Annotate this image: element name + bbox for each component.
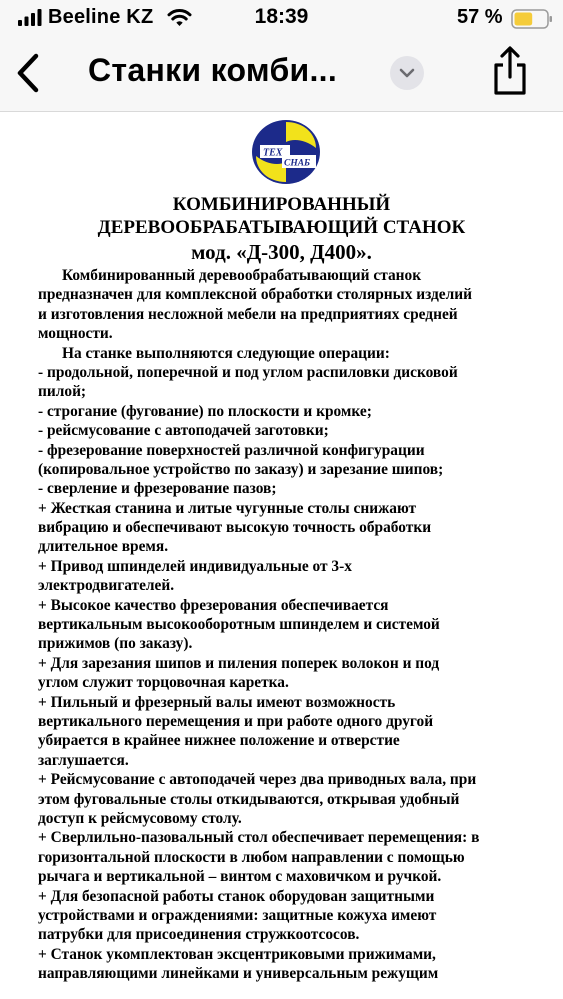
- document-text-line: - строгание (фугование) по плоскости и кромке;: [38, 402, 372, 420]
- chevron-left-icon[interactable]: [14, 52, 44, 94]
- document-text-line: - фрезерование поверхностей различной конфигурации: [38, 441, 425, 459]
- document-body: [38, 266, 558, 983]
- document-text-line: рычага и вертикальной – винтом с маховичком и ручкой.: [38, 868, 442, 886]
- svg-text:СНАБ: СНАБ: [284, 158, 311, 169]
- document-text-line: углом служит торцовочная каретка.: [38, 674, 289, 692]
- navigation-bar: [0, 36, 563, 112]
- document-text-line: + Сверлильно-пазовальный стол обеспечивает перемещения: в: [38, 829, 480, 847]
- document-text-line: прижимов (по заказу).: [38, 635, 193, 653]
- page-title: Станки комби...: [88, 52, 338, 88]
- document-text-line: - сверление и фрезерование пазов;: [38, 480, 277, 498]
- tekhsnab-logo: [250, 118, 322, 186]
- carrier-name: Beeline KZ: [48, 6, 154, 28]
- document-text-line: + Для безопасной работы станок оборудован защитными: [38, 887, 435, 905]
- svg-text:ТЕХ: ТЕХ: [263, 147, 283, 159]
- title-menu-button[interactable]: [390, 56, 424, 90]
- document-text-line: Комбинированный деревообрабатывающий станок: [62, 267, 422, 284]
- document-text-line: + Станок укомплектован эксцентриковыми прижимами,: [38, 945, 436, 963]
- document-text-line: этом фуговальные столы откидываются, открывая удобный: [38, 790, 460, 808]
- document-text-line: направляющими линейками и универсальным режущим: [38, 965, 439, 983]
- document-text-line: электродвигателей.: [38, 577, 175, 595]
- document-text-line: + Жесткая станина и литые чугунные столы снижают: [38, 499, 417, 517]
- document-text-line: - продольной, поперечной и под углом распиловки дисковой: [38, 363, 458, 381]
- document-text-line: вертикального перемещения и при работе одного другой: [38, 712, 434, 730]
- document-model-heading: мод. «Д-300, Д400».: [191, 240, 372, 264]
- document-text-line: + Рейсмусование с автоподачей через два приводных вала, при: [38, 771, 477, 789]
- share-icon[interactable]: [490, 45, 530, 97]
- document-text-line: вертикальным высокооборотным шпинделем и системой: [38, 616, 440, 634]
- document-text-line: заглушается.: [38, 751, 129, 769]
- document-text-line: На станке выполняются следующие операции:: [62, 344, 390, 362]
- document-heading: КОМБИНИРОВАННЫЙ: [172, 194, 391, 215]
- document-text-line: + Привод шпинделей индивидуальные от 3-х: [38, 557, 352, 575]
- status-bar: [0, 0, 563, 36]
- chevron-down-icon: [399, 67, 415, 79]
- status-time: 18:39: [254, 5, 309, 28]
- document-text-line: мощности.: [38, 325, 113, 343]
- document-text-line: устройствами и ограждениями: защитные кожуха имеют: [38, 906, 437, 924]
- document-text-line: предназначен для комплексной обработки столярных изделий: [38, 286, 472, 304]
- document-text-line: + Пильный и фрезерный валы имеют возможность: [38, 693, 396, 711]
- document-text-line: убирается в крайнее нижнее положение и отверстие: [38, 732, 400, 750]
- document-text-line: длительное время.: [38, 538, 169, 556]
- battery-percent: 57 %: [457, 6, 503, 28]
- document-text-line: патрубки для присоединения стружкоотсосов.: [38, 926, 360, 944]
- document-heading: ДЕРЕВООБРАБАТЫВАЮЩИЙ СТАНОК: [97, 217, 466, 238]
- battery-icon: [511, 9, 553, 29]
- document-text-line: + Высокое качество фрезерования обеспечивается: [38, 596, 389, 614]
- document-text-line: и изготовления несложной мебели на предприятиях средней: [38, 305, 458, 323]
- document-text-line: - рейсмусование с автоподачей заготовки;: [38, 422, 329, 440]
- document-text-line: горизонтальной плоскости в любом направлении с помощью: [38, 848, 465, 866]
- document-text-line: пилой;: [38, 383, 87, 401]
- document-text-line: доступ к рейсмусовому столу.: [38, 809, 242, 827]
- document-text-line: (копировальное устройство по заказу) и зарезание шипов;: [38, 460, 444, 478]
- document-text-line: + Для зарезания шипов и пиления поперек волокон и под: [38, 654, 440, 672]
- document-view[interactable]: [0, 113, 563, 999]
- document-text-line: вибрацию и обеспечивают высокую точность обработки: [38, 519, 432, 537]
